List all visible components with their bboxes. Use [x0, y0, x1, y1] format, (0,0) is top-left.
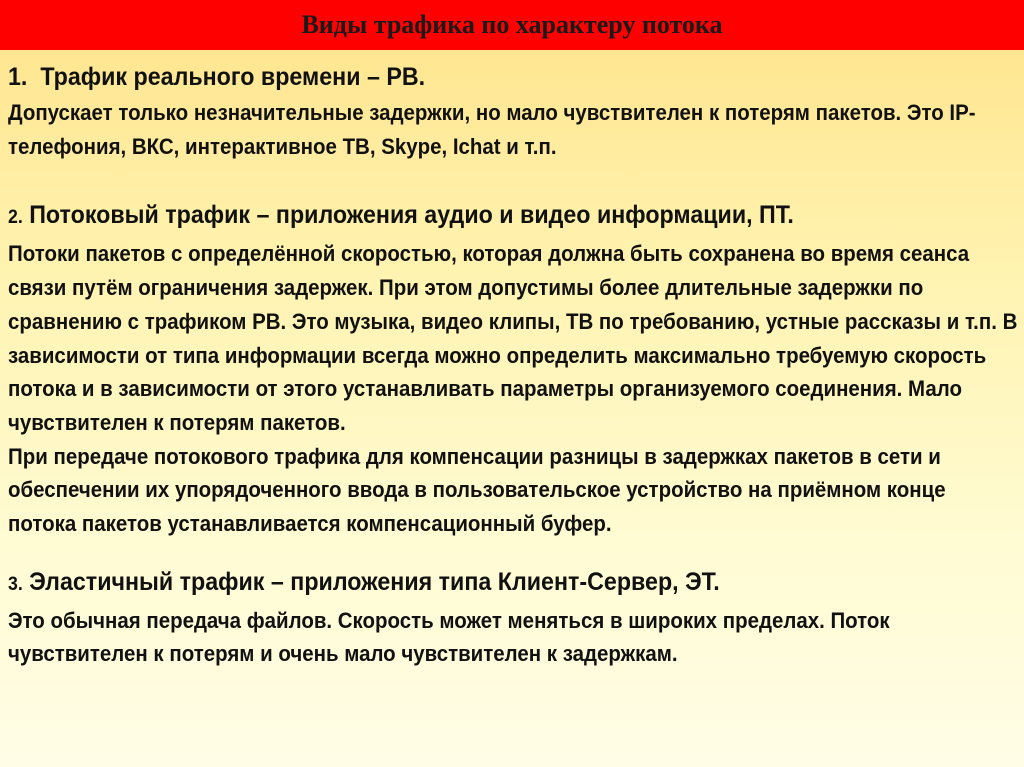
section-3-number: 3. [8, 573, 23, 595]
section-1-paragraph: Допускает только незначительные задержки, но мало чувствителен к потерям пакетов. Это IP- телефония, ВКС, интерактивное ТВ, Skype, Ichat и т.п. [8, 100, 976, 159]
section-1-number: 1. [8, 63, 28, 91]
section-3-heading [8, 563, 1018, 604]
section-1-heading [8, 58, 1018, 96]
section-2-heading [8, 196, 1018, 237]
spacer [8, 163, 1018, 196]
section-2-paragraph-1: Потоки пакетов с определённой скоростью, которая должна быть сохранена во время сеанса связи путём ограничения задержек. При этом допустимы более длительные задержки по сравнению с трафиком РВ. Это музыка, видео клипы, ТВ по требованию, устные рассказы и т.п. В зависимости от типа информации всегда можно определить максимально требуемую скорость потока и в зависимости от этого устанавливать параметры организуемого соединения. Мало чувствителен к потерям пакетов. [8, 241, 1018, 435]
slide-content [8, 58, 1018, 671]
section-3-paragraph: Это обычная передача файлов. Скорость может меняться в широких пределах. Поток чувствителен к потерям и очень мало чувствителен к задержкам. [8, 607, 890, 667]
section-2-title: Потоковый трафик – приложения аудио и видео информации, ПТ. [29, 201, 794, 230]
section-1-title: Трафик реального времени – РВ. [40, 63, 426, 91]
section-2-paragraph-2: При передаче потокового трафика для компенсации разницы в задержках пакетов в сети и обеспечении их упорядоченного ввода в пользовательское устройство на приёмном конце потока пакетов устанавливается компенсационный буфер. [8, 443, 946, 537]
slide-title: Виды трафика по характеру потока [301, 10, 723, 39]
section-3-title: Эластичный трафик – приложения типа Клиент-Сервер, ЭТ. [29, 567, 720, 596]
spacer [8, 541, 1018, 563]
section-2-number: 2. [8, 207, 23, 229]
title-bar [0, 0, 1024, 50]
